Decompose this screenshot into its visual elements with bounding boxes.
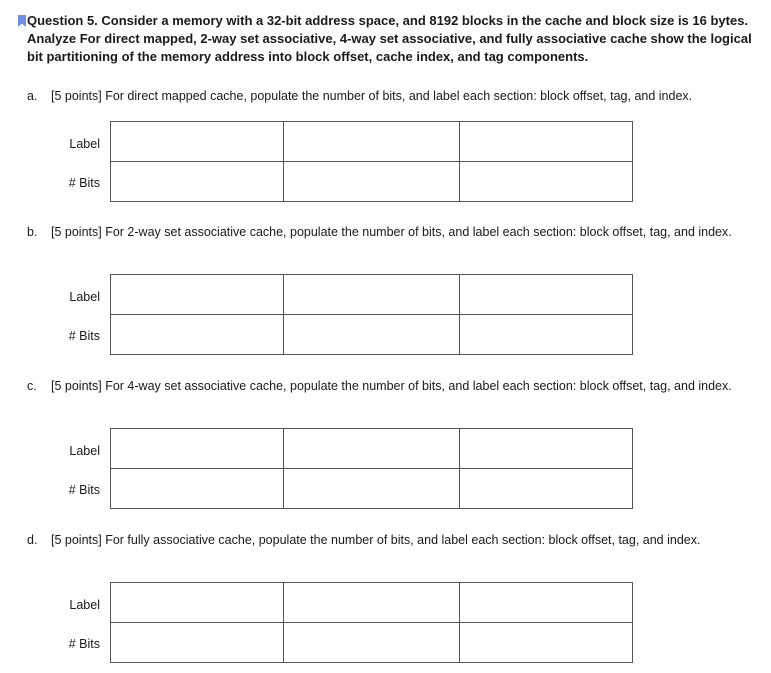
question-line-2: Analyze For direct mapped, 2-way set associative, 4-way set associative, and fully associative cache show the logical [27, 31, 752, 46]
part-c-label-cell-3[interactable] [460, 429, 633, 469]
part-d-bits-cell-1[interactable] [111, 623, 284, 663]
part-a-bits-cell-1[interactable] [111, 162, 284, 202]
part-a-text: [5 points] For direct mapped cache, populate the number of bits, and label each section: block offset, tag, and index. [51, 89, 693, 103]
part-a-bits-cell-2[interactable] [284, 162, 460, 202]
part-b-bits-cell-2[interactable] [284, 315, 460, 355]
part-d-label-cell-3[interactable] [460, 583, 633, 623]
part-a-label-row [111, 122, 633, 162]
part-d-bits-row [111, 623, 633, 663]
part-b-label-cell-2[interactable] [284, 275, 460, 315]
part-b-table [110, 274, 633, 355]
part-a-bits-cell-3[interactable] [460, 162, 633, 202]
part-c-table [110, 428, 633, 509]
part-a-label-row-label: Label [69, 137, 100, 151]
question-line-1: Question 5. Consider a memory with a 32-bit address space, and 8192 blocks in the cache and block size is 16 bytes. [27, 13, 749, 28]
part-d-label-cell-1[interactable] [111, 583, 284, 623]
part-a-heading [27, 88, 755, 105]
part-c-bits-cell-2[interactable] [284, 469, 460, 509]
part-b-label-cell-3[interactable] [460, 275, 633, 315]
part-a-label-cell-1[interactable] [111, 122, 284, 162]
part-c-label-row-label: Label [69, 444, 100, 458]
part-d-bits-row-label: # Bits [68, 637, 100, 651]
question-line-3: bit partitioning of the memory address into block offset, cache index, and tag components. [27, 49, 589, 64]
bookmark-icon [18, 15, 26, 27]
part-c-heading [27, 378, 755, 395]
part-d-label-row-label: Label [69, 598, 100, 612]
part-c-bits-row-label: # Bits [68, 483, 100, 497]
question-header [27, 12, 752, 66]
part-d-text: [5 points] For fully associative cache, populate the number of bits, and label each section: block offset, tag, and index. [51, 533, 701, 547]
part-c-letter: c. [27, 379, 37, 393]
part-a-table [110, 121, 633, 202]
part-b-letter: b. [27, 225, 38, 239]
part-d-table [110, 582, 633, 663]
part-b-bits-cell-3[interactable] [460, 315, 633, 355]
part-b-label-row [111, 275, 633, 315]
part-d-label-cell-2[interactable] [284, 583, 460, 623]
part-c-text: [5 points] For 4-way set associative cache, populate the number of bits, and label each section: block offset, tag, and index. [51, 379, 732, 393]
part-b-bits-row [111, 315, 633, 355]
part-b-text: [5 points] For 2-way set associative cache, populate the number of bits, and label each section: block offset, tag, and index. [51, 225, 732, 239]
part-c-bits-row [111, 469, 633, 509]
part-a-label-cell-3[interactable] [460, 122, 633, 162]
part-a-bits-row-label: # Bits [68, 176, 100, 190]
part-a-bits-row [111, 162, 633, 202]
part-b-label-cell-1[interactable] [111, 275, 284, 315]
part-c-label-row [111, 429, 633, 469]
part-a-letter: a. [27, 89, 38, 103]
part-d-bits-cell-2[interactable] [284, 623, 460, 663]
part-b-heading [27, 224, 755, 241]
part-b-label-row-label: Label [69, 290, 100, 304]
part-d-letter: d. [27, 533, 38, 547]
part-d-heading [27, 532, 755, 549]
part-c-bits-cell-3[interactable] [460, 469, 633, 509]
part-c-label-cell-2[interactable] [284, 429, 460, 469]
part-b-bits-row-label: # Bits [68, 329, 100, 343]
part-d-label-row [111, 583, 633, 623]
part-a-label-cell-2[interactable] [284, 122, 460, 162]
part-d-bits-cell-3[interactable] [460, 623, 633, 663]
part-b-bits-cell-1[interactable] [111, 315, 284, 355]
part-c-label-cell-1[interactable] [111, 429, 284, 469]
part-c-bits-cell-1[interactable] [111, 469, 284, 509]
